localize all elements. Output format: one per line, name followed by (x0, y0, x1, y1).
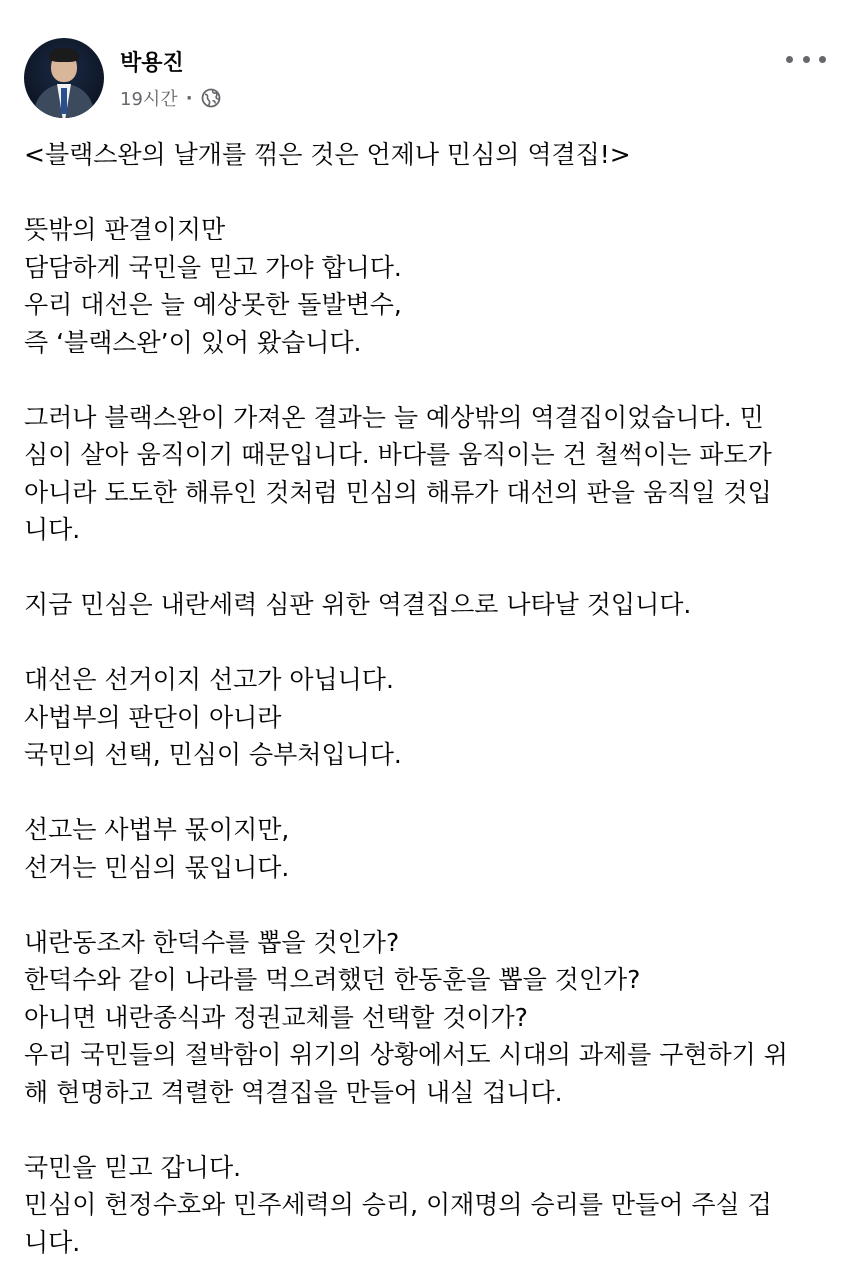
post-paragraph: 뜻밖의 판결이지만 담담하게 국민을 믿고 가야 합니다. 우리 대선은 늘 예상못한 돌발변수, 즉 ‘블랙스완’이 있어 왔습니다. (24, 211, 828, 361)
more-dot (803, 56, 810, 63)
globe-icon[interactable] (201, 88, 221, 108)
avatar-hair (49, 48, 79, 62)
meta-separator: · (186, 88, 193, 109)
post-title: <블랙스완의 날개를 꺾은 것은 언제나 민심의 역결집!> (24, 136, 828, 174)
post-paragraph: 내란동조자 한덕수를 뽑을 것인가? 한덕수와 같이 나라를 먹으려했던 한동훈을 뽑을 것인가? 아니면 내란종식과 정권교체를 선택할 것이가? 우리 국민들의 절박함이 위기의 상황에서도 시대의 과제를 구현하기 위 해 현명하고 격렬한 역결집을 만들어 내실 겁니다. (24, 924, 828, 1112)
post-paragraph: 지금 민심은 내란세력 심판 위한 역결집으로 나타날 것입니다. (24, 586, 828, 624)
post-timestamp[interactable]: 19시간 (120, 85, 178, 111)
post-body (24, 136, 828, 1261)
more-options-icon[interactable] (786, 48, 826, 70)
avatar-tie (61, 88, 67, 114)
author-name[interactable]: 박용진 (120, 46, 184, 77)
post-paragraph: 선고는 사법부 몫이지만, 선거는 민심의 몫입니다. (24, 811, 828, 886)
more-dot (819, 56, 826, 63)
post-paragraph: 그러나 블랙스완이 가져온 결과는 늘 예상밖의 역결집이었습니다. 민 심이 살아 움직이기 때문입니다. 바다를 움직이는 건 철썩이는 파도가 아니라 도도한 해류인 것처럼 민심의 해류가 대선의 판을 움직일 것입 니다. (24, 399, 828, 549)
post-header (24, 38, 826, 120)
post-meta (120, 86, 221, 110)
avatar[interactable] (24, 38, 104, 118)
post-paragraph: 국민을 믿고 갑니다. 민심이 헌정수호와 민주세력의 승리, 이재명의 승리를 만들어 주실 겁 니다. (24, 1149, 828, 1261)
post-paragraph: 대선은 선거이지 선고가 아닙니다. 사법부의 판단이 아니라 국민의 선택, 민심이 승부처입니다. (24, 661, 828, 774)
more-dot (786, 56, 793, 63)
